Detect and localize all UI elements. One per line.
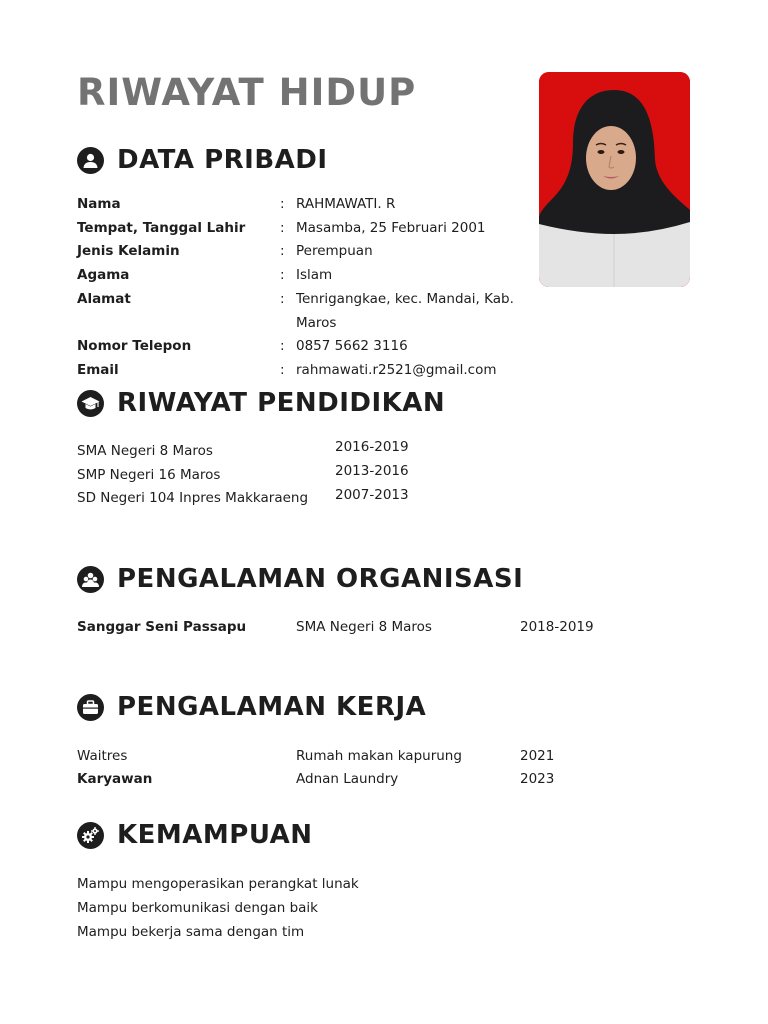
value-nomor-telepon: 0857 5662 3116 — [296, 338, 408, 354]
work-year: 2021 — [520, 748, 555, 764]
label-email: Email — [77, 362, 119, 378]
organization-name: Sanggar Seni Passapu — [77, 619, 247, 635]
education-years: 2016-2019 — [335, 439, 409, 455]
label-tempat-tanggal-lahir: Tempat, Tanggal Lahir — [77, 220, 246, 236]
organization-years: 2018-2019 — [520, 619, 594, 635]
section-header-kerja — [77, 692, 426, 722]
value-jenis-kelamin: Perempuan — [296, 243, 373, 259]
section-header-kemampuan — [77, 820, 313, 850]
label-jenis-kelamin: Jenis Kelamin — [77, 243, 180, 259]
label-nomor-telepon: Nomor Telepon — [77, 338, 192, 354]
value-alamat-line1: Tenrigangkae, kec. Mandai, Kab. — [296, 291, 514, 307]
label-agama: Agama — [77, 267, 130, 283]
work-year: 2023 — [520, 771, 555, 787]
value-alamat-line2: Maros — [296, 315, 337, 331]
graduation-cap-icon — [77, 390, 104, 417]
label-alamat: Alamat — [77, 291, 131, 307]
value-tempat-tanggal-lahir: Masamba, 25 Februari 2001 — [296, 220, 486, 236]
value-nama: RAHMAWATI. R — [296, 196, 396, 212]
group-icon — [77, 566, 104, 593]
gears-icon — [77, 822, 104, 849]
work-place: Rumah makan kapurung — [296, 748, 462, 764]
separator: : — [280, 196, 285, 212]
work-role: Karyawan — [77, 771, 153, 787]
work-place: Adnan Laundry — [296, 771, 399, 787]
education-school: SD Negeri 104 Inpres Makkaraeng — [77, 490, 309, 506]
skill-item: Mampu berkomunikasi dengan baik — [77, 900, 318, 916]
education-years: 2007-2013 — [335, 487, 409, 503]
separator: : — [280, 267, 285, 283]
education-school: SMP Negeri 16 Maros — [77, 467, 221, 483]
separator: : — [280, 220, 285, 236]
separator: : — [280, 338, 285, 354]
page-title: RIWAYAT HIDUP — [77, 71, 417, 114]
separator: : — [280, 243, 285, 259]
value-agama: Islam — [296, 267, 333, 283]
skill-item: Mampu bekerja sama dengan tim — [77, 924, 305, 940]
organization-place: SMA Negeri 8 Maros — [296, 619, 432, 635]
work-role: Waitres — [77, 748, 128, 764]
section-title-organisasi: PENGALAMAN ORGANISASI — [117, 564, 524, 594]
separator: : — [280, 362, 285, 378]
section-title-data-pribadi: DATA PRIBADI — [117, 145, 328, 175]
profile-photo — [539, 72, 690, 287]
skill-item: Mampu mengoperasikan perangkat lunak — [77, 876, 359, 892]
value-email: rahmawati.r2521@gmail.com — [296, 362, 497, 378]
education-school: SMA Negeri 8 Maros — [77, 443, 213, 459]
education-years: 2013-2016 — [335, 463, 409, 479]
label-nama: Nama — [77, 196, 121, 212]
user-icon — [77, 147, 104, 174]
section-title-pendidikan: RIWAYAT PENDIDIKAN — [117, 388, 446, 418]
briefcase-icon — [77, 694, 104, 721]
section-title-kemampuan: KEMAMPUAN — [117, 820, 313, 850]
section-header-organisasi — [77, 564, 523, 594]
separator: : — [280, 291, 285, 307]
section-header-pendidikan — [77, 388, 445, 418]
section-header-data-pribadi — [77, 145, 328, 175]
section-title-kerja: PENGALAMAN KERJA — [117, 692, 427, 722]
